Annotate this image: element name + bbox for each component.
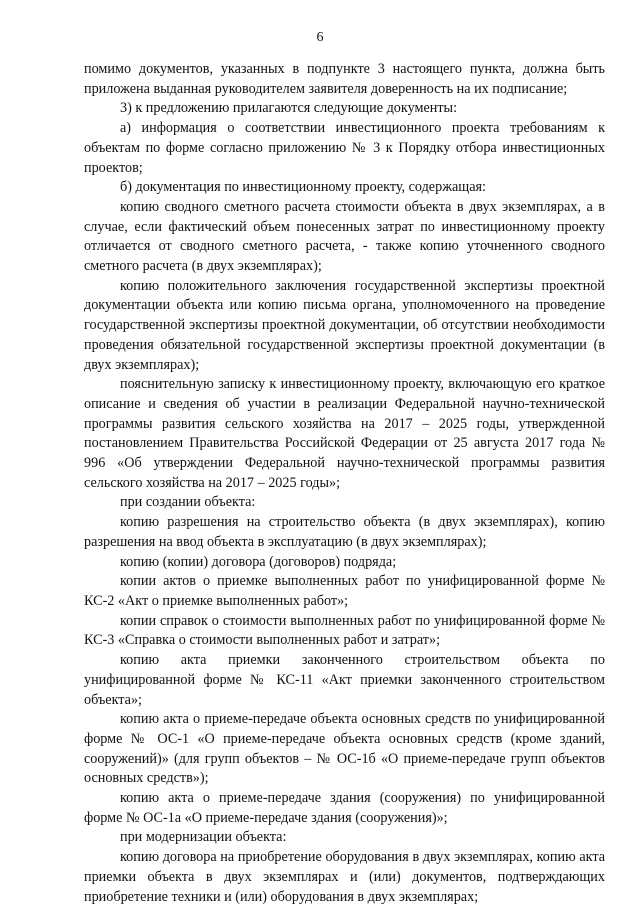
paragraph: копию разрешения на строительство объекта (в двух экземплярах), копию разрешения на ввод объекта в эксплуатацию (в двух экземплярах); — [84, 514, 605, 550]
paragraph: 3) к предложению прилагаются следующие документы: — [120, 100, 458, 117]
paragraph: копию акта приемки законченного строительством объекта по унифицированной форме № КС-11 «Акт приемки законченного строительством объекта»; — [84, 652, 605, 708]
paragraph: копии актов о приемке выполненных работ по унифицированной форме № КС-2 «Акт о приемке выполненных работ»; — [84, 573, 605, 609]
paragraph: копию договора на приобретение оборудования в двух экземплярах, копию акта приемки объекта в двух экземплярах и (или) документов, подтверждающих приобретение техники и (или) оборудования в двух экземплярах; — [84, 849, 605, 905]
paragraph: копию (копии) договора (договоров) подряда; — [120, 553, 397, 570]
paragraph: при создании объекта: — [120, 494, 256, 511]
document-body — [84, 60, 605, 907]
page-number: 6 — [316, 30, 324, 45]
paragraph: б) документация по инвестиционному проекту, содержащая: — [120, 179, 486, 196]
paragraph: пояснительную записку к инвестиционному проекту, включающую его краткое описание и сведения об участии в реализации Федеральной научно-технической программы развития сельского хозяйства на 2017 – 2025 годы, утвержденной постановлением Правительства Российской Федерации от 25 августа 2017 года № 996 «Об утверждении Федеральной научно-технической программы развития сельского хозяйства на 2017 – 2025 годы»; — [84, 376, 605, 491]
paragraph: копию акта о приеме-передаче объекта основных средств по унифицированной форме № ОС-1 «О приеме-передаче объекта основных средств (кроме зданий, сооружений)» (для групп объектов – № ОС-1б «О приеме-передаче групп объектов основных средств»); — [84, 711, 605, 787]
paragraph: копию положительного заключения государственной экспертизы проектной документации объекта или копию письма органа, уполномоченного на проведение государственной экспертизы проектной документации, об отсутствии необходимости проведения обязательной государственной экспертизы проектной документации (в двух экземплярах); — [84, 277, 605, 373]
paragraph: копии справок о стоимости выполненных работ по унифицированной форме № КС-3 «Справка о стоимости выполненных работ и затрат»; — [84, 612, 605, 649]
paragraph: копию сводного сметного расчета стоимости объекта в двух экземплярах, а в случае, если фактический объем понесенных затрат по инвестиционному проекту отличается от сводного сметного расчета, - также копию уточненного сводного сметного расчета (в двух экземплярах); — [84, 198, 605, 275]
paragraph: а) информация о соответствии инвестиционного проекта требованиям к объектам по форме согласно приложению № 3 к Порядку отбора инвестиционных проектов; — [84, 120, 605, 176]
paragraph: копию акта о приеме-передаче здания (сооружения) по унифицированной форме № ОС-1а «О приеме-передаче здания (сооружения)»; — [84, 790, 605, 826]
paragraph: помимо документов, указанных в подпункте 3 настоящего пункта, должна быть приложена выданная руководителем заявителя доверенность на их подписание; — [84, 61, 605, 97]
paragraph: при модернизации объекта: — [120, 829, 287, 846]
